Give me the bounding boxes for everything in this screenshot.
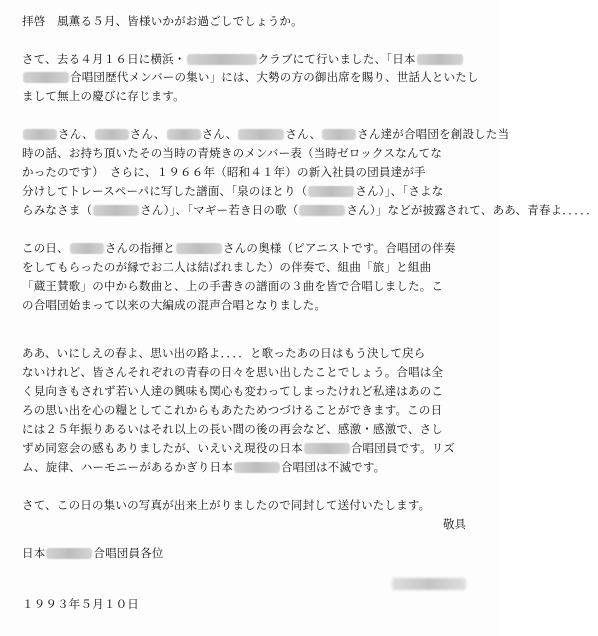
redacted-signature [392,578,466,590]
redacted-name [234,462,280,473]
paragraph-1-line-3: まして無上の慶びに存じます。 [22,89,185,103]
redacted-name [46,548,92,559]
redacted-name [299,205,345,216]
paragraph-4-line-4: ろの思い出を心の糧としてこれからもあたためつづけることができます。この日 [22,403,443,417]
paragraph-1-line-2: 合唱団歴代メンバーの集い」には、大勢の方の御出席を賜り、世話人といたし [22,70,479,85]
redacted-name [304,443,350,454]
closing: 敬具 [443,517,466,531]
paragraph-2-line-3: かったのです） さらに、１９６６年（昭和４１年）の新入社員の団員達が手 [22,165,426,179]
paragraph-2-line-1: さん、 さん、 さん、 さん、 さん達が合唱団を創設した当 [22,127,509,142]
redacted-name [167,129,201,140]
redacted-name [238,129,284,140]
redacted-name [308,186,354,197]
redacted-name [417,54,463,65]
paragraph-4-line-7: ム、旋律、ハーモニーがあるかぎり日本 合唱団は不滅です。 [22,460,386,474]
paragraph-4-line-3: く見向きもされず若い人達の興味も関心も変わってしまったけれど私達はあのこ [22,384,444,398]
paragraph-2-line-5: らみなさま（ さん）」、「マギー若き日の歌（ さん）」などが披露されて、ああ、青春よ．．．．． [22,203,598,217]
redacted-name [23,129,57,140]
paragraph-4-line-6: ずめ同窓会の感もありましたが、いえいえ現役の日本 合唱団員です。リズ [22,441,455,455]
redacted-name [23,72,69,83]
redacted-name [187,54,257,65]
paragraph-3-line-4: の合唱団始まって以来の大編成の混声合唱となりました。 [22,298,327,312]
redacted-name [93,205,139,216]
paragraph-2-line-4: 分けしてトレースペーパに写した譜面、「泉のほとり（ さん）」、「さよな [22,184,444,198]
redacted-name [70,243,104,254]
letter-date: １９９３年５月１０日 [22,597,139,611]
paragraph-1-line-1: さて、去る４月１６日に横浜・ クラブにて行いました、「日本 [22,52,464,67]
paragraph-5-line-1: さて、この日の集いの写真が出来上がりましたので同封して送付いたします。 [22,498,431,512]
paragraph-3-line-2: をしてもらったのが縁でお二人は結ばれました）の伴奏で、組曲「旅」と組曲 [22,260,432,274]
salutation: 拝啓 風薫る５月、皆様いかがお過ごしでしょうか。 [22,14,303,28]
addressee: 日本 合唱団員各位 [22,546,164,560]
redacted-name [95,129,129,140]
paragraph-4-line-1: ああ、いにしえの春よ、思い出の路よ．．．．と歌ったあの日はもう決して戻ら [22,346,426,360]
redacted-name [176,243,222,254]
paragraph-3-line-1: この日、 さんの指揮と さんの奥様（ピアニストです。合唱団の伴奏 [22,241,456,255]
paragraph-2-line-2: 時の話、お持ち頂いたその当時の青焼きのメンバー表（当時ゼロックスなんてな [22,146,443,160]
redacted-name [322,129,356,140]
paragraph-4-line-2: ないけれど、皆さんそれぞれの青春の日々を思い出したことでしょう。合唱は全 [22,365,444,379]
paragraph-4-line-5: には２５年振りあるいはそれ以上の長い間の後の再会など、感激・感激で、さし [22,422,443,436]
paragraph-3-line-3: 「蔵王賛歌」の中から数曲と、上の手書きの譜面の３曲を皆で合唱しました。こ [22,279,444,293]
